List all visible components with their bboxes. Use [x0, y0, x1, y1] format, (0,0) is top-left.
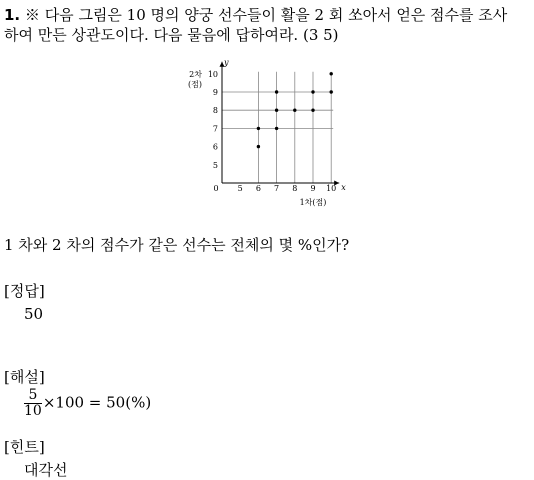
- y-axis-label-line1: 2차: [189, 69, 202, 79]
- data-point: [275, 109, 278, 112]
- x-axis-letter: x: [341, 183, 346, 192]
- origin-label: 0: [213, 184, 219, 193]
- formula-rest: ×100 = 50(%): [42, 393, 152, 412]
- sub-question: [4, 236, 349, 254]
- x-tick-label: 5: [237, 184, 243, 193]
- y-tick-label: 10: [207, 69, 218, 79]
- answer-label: [정답]: [4, 282, 45, 300]
- hint-label: [힌트]: [4, 438, 45, 456]
- y-axis-letter: y: [224, 57, 229, 67]
- data-point: [311, 90, 314, 93]
- y-tick-label: 9: [212, 88, 218, 97]
- x-tick-label: 9: [310, 184, 316, 193]
- sub-question-text: 1 차와 2 차의 점수가 같은 선수는 전체의 몇 %인가?: [4, 236, 350, 254]
- answer-section: [4, 280, 45, 323]
- hint-value: 대각선: [24, 461, 68, 479]
- explanation-section: [4, 366, 151, 419]
- data-point: [330, 90, 333, 93]
- hint-section: [4, 436, 67, 480]
- question-number: 1.: [4, 6, 21, 24]
- y-tick-label: 5: [212, 160, 218, 170]
- x-axis-label: 1차(점): [299, 198, 327, 207]
- data-point: [257, 145, 260, 148]
- y-tick-label: 6: [212, 142, 218, 152]
- explanation-formula: [4, 388, 151, 419]
- question-text-1: ※ 다음 그림은 10 명의 양궁 선수들이 활을 2 회 쏘아서 얻은 점수를 조사: [24, 6, 508, 24]
- data-point: [275, 127, 278, 130]
- x-tick-label: 10: [326, 184, 337, 193]
- explanation-label: [해설]: [4, 368, 45, 386]
- data-point: [257, 127, 260, 130]
- data-point: [330, 72, 333, 75]
- data-point: [275, 90, 278, 93]
- x-tick-label: 8: [292, 184, 298, 193]
- answer-value: 50: [24, 305, 44, 323]
- fraction: [24, 388, 42, 419]
- x-tick-label: 7: [274, 184, 280, 193]
- y-tick-label: 8: [212, 106, 218, 116]
- fraction-denominator: 10: [24, 403, 42, 419]
- y-tick-label: 7: [212, 124, 218, 134]
- fraction-numerator: 5: [24, 388, 42, 404]
- data-point: [293, 109, 296, 112]
- question-text-2: 하여 만든 상관도이다. 다음 물음에 답하여라. (3 5): [4, 26, 339, 44]
- x-tick-label: 6: [255, 184, 261, 193]
- y-axis-label-line2: (점): [188, 79, 202, 89]
- data-point: [311, 109, 314, 112]
